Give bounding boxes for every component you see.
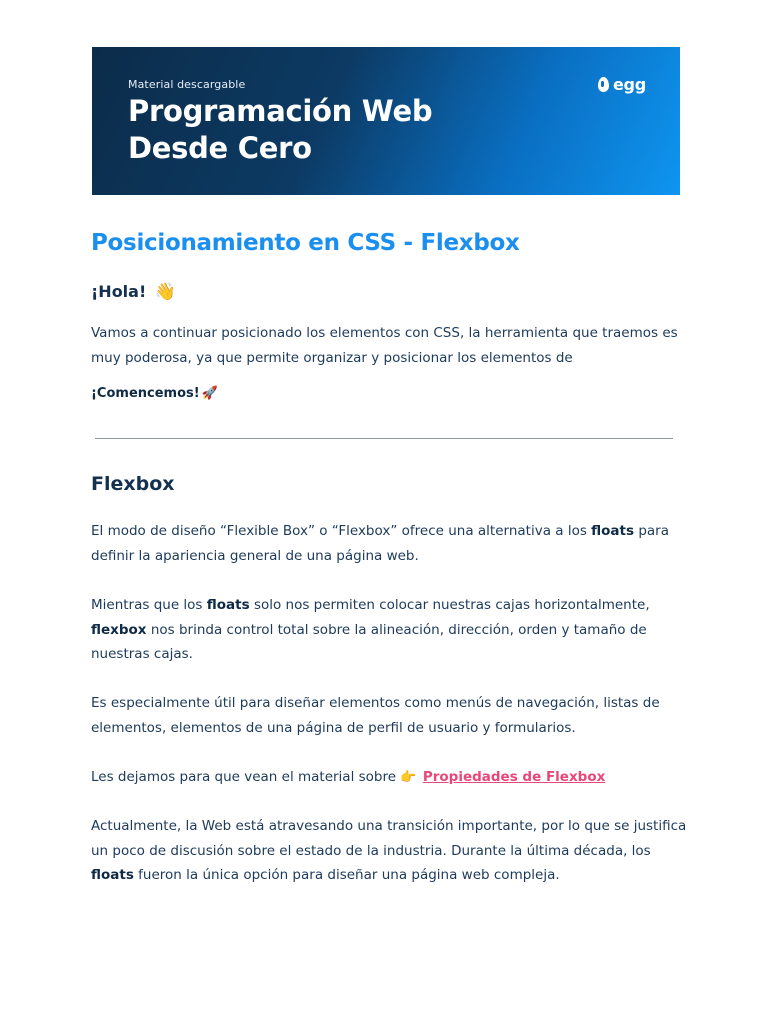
paragraph-material-link: [91, 765, 691, 791]
banner-subtitle: Material descargable: [128, 78, 246, 91]
intro-paragraph: Vamos a continuar posicionado los elementos con CSS, la herramienta que traemos es muy poderosa, ya que permite organizar y posicionar los elementos de: [91, 325, 678, 366]
text-span: para definir la apariencia general de una página web.: [91, 523, 670, 564]
flexbox-properties-link[interactable]: Propiedades de Flexbox: [422, 769, 606, 785]
bold-floats: floats: [206, 597, 250, 613]
header-banner: [92, 47, 680, 195]
bold-floats: floats: [91, 867, 134, 883]
bold-flexbox: flexbox: [91, 621, 147, 638]
start-label: ¡Comencemos!: [91, 386, 200, 401]
greeting-heading: [91, 282, 176, 302]
waving-hand-icon: 👋: [154, 282, 177, 302]
section-title: Flexbox: [91, 473, 175, 495]
text-span: Actualmente, la Web está atravesando una transición importante, por lo que se justifica un poco de discusión sobre el estado de la industria. Durante la última década, los: [91, 818, 687, 859]
paragraph-use-cases: Es especialmente útil para diseñar elementos como menús de navegación, listas de elementos, elementos de una página de perfil de usuario y formularios.: [91, 695, 660, 736]
banner-title: Programación Web Desde Cero: [128, 94, 433, 165]
text-span: Mientras que los: [91, 597, 207, 613]
start-text: [91, 386, 218, 401]
text-span: solo nos permiten colocar nuestras cajas horizontalmente,: [249, 597, 650, 613]
logo-text: egg: [613, 75, 646, 94]
page-title: Posicionamiento en CSS - Flexbox: [91, 230, 520, 256]
text-span: nos brinda control total sobre la alineación, dirección, orden y tamaño de nuestras cajas.: [91, 621, 647, 662]
egg-logo: [598, 75, 646, 94]
text-span: Les dejamos para que vean el material sobre: [91, 769, 401, 785]
paragraph-flexible-box: [91, 519, 691, 568]
text-span: fueron la única opción para diseñar una página web compleja.: [133, 867, 560, 883]
paragraph-industry: [91, 814, 691, 888]
egg-icon: [598, 77, 609, 92]
rocket-icon: 🚀: [201, 386, 218, 401]
paragraph-floats-vs-flexbox: [91, 593, 691, 667]
pointing-hand-icon: 👉: [400, 770, 417, 785]
bold-floats: floats: [591, 523, 635, 539]
section-divider: [95, 438, 673, 439]
text-span: El modo de diseño “Flexible Box” o “Flexbox” ofrece una alternativa a los: [91, 523, 592, 539]
greeting-text: ¡Hola!: [91, 282, 147, 301]
